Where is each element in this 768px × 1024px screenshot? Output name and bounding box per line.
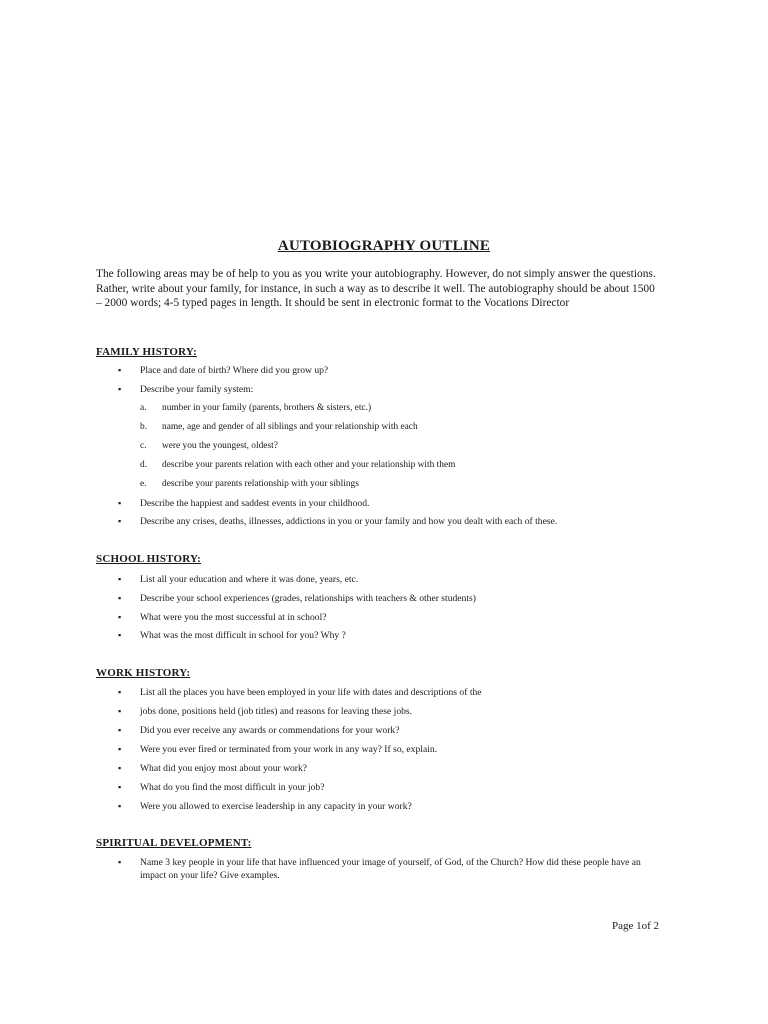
bullet-icon: ▪ bbox=[118, 725, 122, 735]
document-title: AUTOBIOGRAPHY OUTLINE bbox=[277, 238, 491, 255]
bullet-icon: ▪ bbox=[118, 593, 122, 603]
sublist-item: d. describe your parents relation with each other and your relationship with them bbox=[140, 460, 456, 470]
list-item: ▪ Were you ever fired or terminated from your work in any way? If so, explain. bbox=[118, 744, 438, 755]
bullet-icon: ▪ bbox=[118, 612, 122, 622]
section-heading-family-history: FAMILY HISTORY: bbox=[96, 346, 197, 358]
list-item: ▪ What do you find the most difficult in your job? bbox=[118, 782, 325, 793]
list-item: ▪ Name 3 key people in your life that have influenced your image of yourself, of God, of the Church? How did these people have an impact on your life? Give examples. bbox=[118, 857, 641, 881]
list-item: ▪ What were you the most successful at in school? bbox=[118, 612, 327, 623]
list-item: ▪ What was the most difficult in school for you? Why ? bbox=[118, 630, 346, 641]
list-item: ▪ List all the places you have been employed in your life with dates and descriptions of the bbox=[118, 687, 482, 698]
section-heading-spiritual-development: SPIRITUAL DEVELOPMENT: bbox=[96, 837, 252, 849]
page-number: Page 1of 2 bbox=[612, 920, 660, 932]
bullet-icon: ▪ bbox=[118, 801, 122, 811]
section-heading-school-history: SCHOOL HISTORY: bbox=[96, 553, 202, 565]
list-item: ▪ Were you allowed to exercise leadership in any capacity in your work? bbox=[118, 801, 412, 812]
sublist-item: e. describe your parents relationship with your siblings bbox=[140, 479, 359, 489]
list-item: ▪ Did you ever receive any awards or commendations for your work? bbox=[118, 725, 400, 736]
bullet-icon: ▪ bbox=[118, 574, 122, 584]
sublist-item: b. name, age and gender of all siblings and your relationship with each bbox=[140, 422, 418, 432]
list-item: ▪ Describe your family system: bbox=[118, 384, 254, 395]
sublist-item: a. number in your family (parents, brothers & sisters, etc.) bbox=[140, 403, 372, 413]
section-heading-work-history: WORK HISTORY: bbox=[96, 667, 191, 679]
bullet-icon: ▪ bbox=[118, 857, 122, 867]
list-item: ▪ jobs done, positions held (job titles) and reasons for leaving these jobs. bbox=[118, 706, 413, 717]
list-item: ▪ Place and date of birth? Where did you grow up? bbox=[118, 365, 329, 376]
sublist-item: c. were you the youngest, oldest? bbox=[140, 441, 278, 451]
bullet-icon: ▪ bbox=[118, 365, 122, 375]
bullet-icon: ▪ bbox=[118, 782, 122, 792]
bullet-icon: ▪ bbox=[118, 744, 122, 754]
bullet-icon: ▪ bbox=[118, 630, 122, 640]
bullet-icon: ▪ bbox=[118, 687, 122, 697]
bullet-icon: ▪ bbox=[118, 384, 122, 394]
intro-paragraph: The following areas may be of help to you as you write your autobiography. However, do not simply answer the questions. Rather, write about your family, for instance, in such a way as to describe it well. The autobiography should be about 1500 – 2000 words; 4-5 typed pages in length. It should be sent in electronic format to the Vocations Director bbox=[96, 268, 656, 309]
list-item: ▪ What did you enjoy most about your work? bbox=[118, 763, 308, 774]
bullet-icon: ▪ bbox=[118, 763, 122, 773]
list-item: ▪ Describe the happiest and saddest events in your childhood. bbox=[118, 498, 370, 509]
bullet-icon: ▪ bbox=[118, 706, 122, 716]
list-item: ▪ Describe any crises, deaths, illnesses, addictions in you or your family and how you dealt with each of these. bbox=[118, 516, 558, 527]
list-item: ▪ List all your education and where it was done, years, etc. bbox=[118, 574, 359, 585]
list-item: ▪ Describe your school experiences (grades, relationships with teachers & other students) bbox=[118, 593, 476, 604]
bullet-icon: ▪ bbox=[118, 516, 122, 526]
bullet-icon: ▪ bbox=[118, 498, 122, 508]
